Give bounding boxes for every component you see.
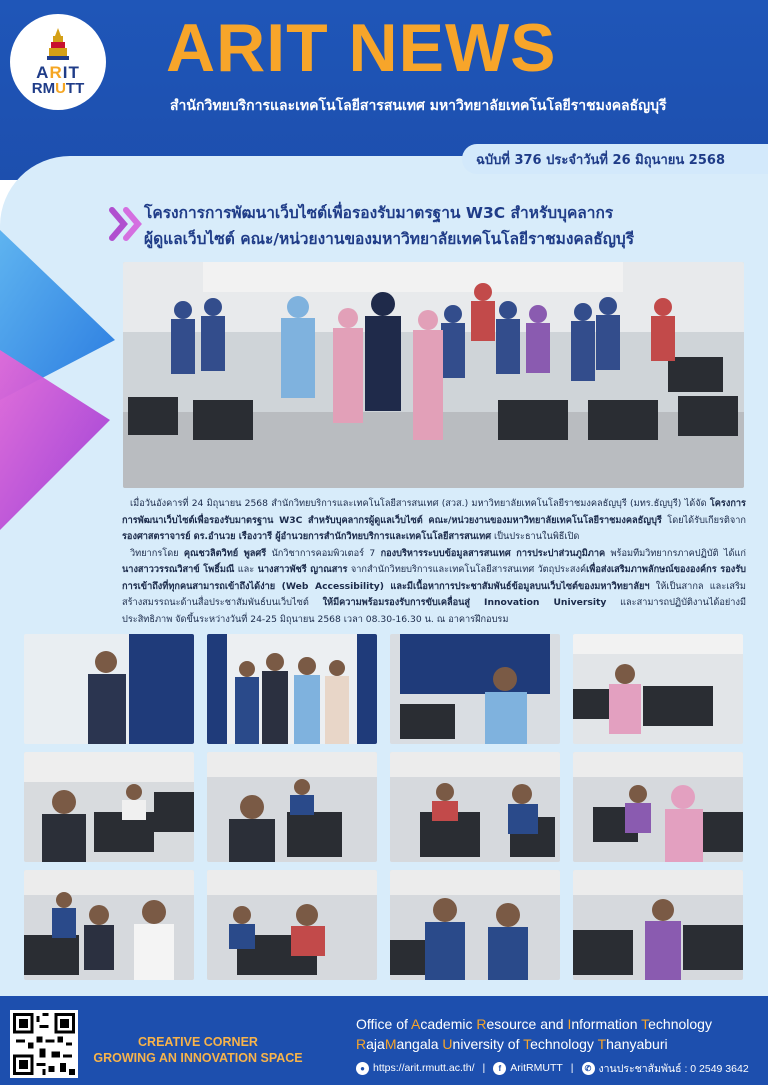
office-initial: A [411,1016,421,1032]
office-text: hanyaburi [606,1036,668,1052]
issue-text: ฉบับที่ 376 ประจำวันที่ 26 มิถุนายน 2568 [476,152,725,168]
office-initial: R [356,1036,367,1052]
office-initial: I [567,1016,572,1032]
headline-line-1: โครงการการพัฒนาเว็บไซต์เพื่อรองรับมาตรฐาน W3C สำหรับบุคลากร [144,204,614,222]
office-initial: T [597,1036,607,1052]
contact-bar [356,1058,749,1078]
double-chevron-right-icon [108,204,148,244]
article-body [122,496,746,628]
office-initial: U [442,1036,453,1052]
creative-line-1: CREATIVE CORNER [138,1035,258,1049]
office-text: cademic [420,1016,477,1032]
event-photo-3 [390,634,560,744]
event-photo-9 [24,870,194,980]
office-text: nformation [571,1016,642,1032]
office-text: niversity of [452,1036,524,1052]
office-initial: R [476,1016,487,1032]
office-initial: T [523,1036,531,1052]
office-text: echnology [530,1036,598,1052]
creative-corner-slogan [88,1034,308,1066]
newsletter-subtitle: สำนักวิทยบริการและเทคโนโลยีสารสนเทศ มหาวิทยาลัยเทคโนโลยีราชมงคลธัญบุรี [170,98,667,114]
separator: | [482,1062,486,1074]
article-paragraph-2: วิทยากรโดย คุณชวลิตวิทย์ พูลศรี นักวิชาการคอมพิวเตอร์ 7 กองบริหารระบบข้อมูลสารสนเทศ การประปาส่วนภูมิภาค พร้อมทีมวิทยากรภาคปฏิบัติ ได้แก่ นางสาววรรณวิสาข์ โพธิ์มณี และ นางสาวพัชรี ญาณสาร จากสำนักวิทยบริการและเทคโนโลยีสารสนเทศ วัตถุประสงค์เพื่อส่งเสริมภาพลักษณ์ขององค์กร รองรับการเข้าถึงที่ทุกคนสามารถเข้าถึงได้ง่าย (Web Accessibility) และมีเนื้อหาการประชาสัมพันธ์ข้อมูลบนเว็บไซต์ของมหาวิทยาลัยฯ ให้เป็นสากล และเสริมสร้างสมรรถนะด้านสื่อประชาสัมพันธ์บนเว็บไซต์ ให้มีความพร้อมรองรับการขับเคลื่อนสู่ Innovation University และสามารถปฏิบัติงานได้อย่างมีประสิทธิภาพ จัดขึ้นระหว่างวันที่ 24-25 มิถุนายน 2568 เวลา 08.30-16.30 น. ณ อาคารฝึกอบรม [122,547,747,625]
event-photo-5 [24,752,194,862]
office-name [356,1014,712,1054]
issue-badge [462,144,768,174]
event-photo-8 [573,752,743,862]
facebook-icon: f [493,1062,506,1075]
event-photo-11 [390,870,560,980]
article-headline [144,200,754,252]
website-link[interactable]: https://arit.rmutt.ac.th/ [373,1062,475,1074]
newsletter-title: ARIT NEWS [166,10,557,86]
office-name-line-1 [356,1014,712,1034]
qr-code[interactable] [10,1010,78,1078]
phone-icon: ✆ [582,1062,595,1075]
event-photo-1 [24,634,194,744]
office-initial: M [384,1036,397,1052]
university-emblem-icon [44,28,72,62]
office-text: esource and [486,1016,568,1032]
event-photo-7 [390,752,560,862]
phone-number: งานประชาสัมพันธ์ : 0 2549 3642 [598,1062,749,1075]
headline-line-2: ผู้ดูแลเว็บไซต์ คณะ/หน่วยงานของมหาวิทยาลัยเทคโนโลยีราชมงคลธัญบุรี [144,230,635,248]
office-text: Office of [356,1016,411,1032]
event-photo-12 [573,870,743,980]
event-photo-6 [207,752,377,862]
office-text: angala [396,1036,443,1052]
office-initial: T [641,1016,649,1032]
creative-line-2: GROWING AN INNOVATION SPACE [93,1051,303,1065]
office-text: aja [366,1036,385,1052]
separator: | [570,1062,574,1074]
arit-logo [10,14,106,110]
globe-icon: ● [356,1062,369,1075]
main-group-photo [123,262,744,488]
logo-text-arit: ARIT [36,62,80,82]
event-photo-4 [573,634,743,744]
logo-text-rmutt: RMUTT [31,79,85,97]
office-text: echnology [648,1016,712,1032]
decorative-triangles [0,230,120,530]
event-photo-10 [207,870,377,980]
article-paragraph-1: เมื่อวันอังคารที่ 24 มิถุนายน 2568 สำนักวิทยบริการและเทคโนโลยีสารสนเทศ (สวส.) มหาวิทยาลัยเทคโนโลยีราชมงคลธัญบุรี (มทร.ธัญบุรี) ได้จัด โครงการการพัฒนาเว็บไซต์เพื่อรองรับมาตรฐาน W3C สำหรับบุคลากรผู้ดูแลเว็บไซต์ คณะ/หน่วยงานของมหาวิทยาลัยเทคโนโลยีราชมงคลธัญบุรี โดยได้รับเกียรติจาก รองศาสตราจารย์ ดร.อำนวย เรืองวารี ผู้อำนวยการสำนักวิทยบริการและเทคโนโลยีสารสนเทศ เป็นประธานในพิธีเปิด [122,498,746,542]
facebook-link[interactable]: AritRMUTT [510,1062,563,1074]
event-photo-2 [207,634,377,744]
office-name-line-2 [356,1034,712,1054]
